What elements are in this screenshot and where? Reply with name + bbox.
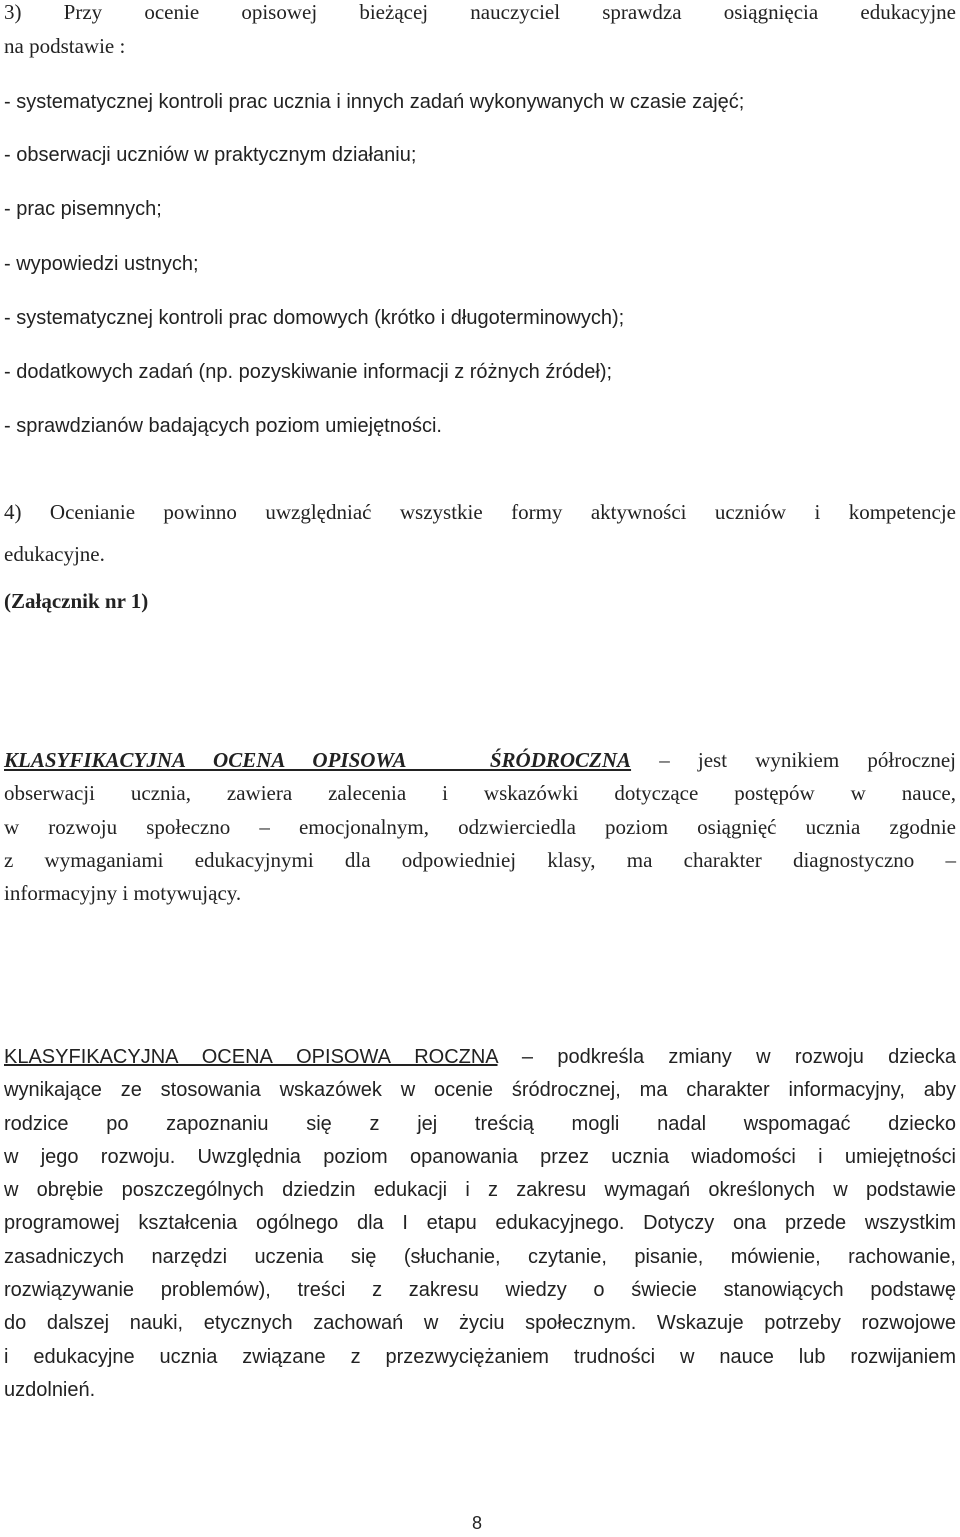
midterm-line4: z wymaganiami edukacyjnymi dla odpowiedniej klasy, ma charakter diagnostyczno – <box>4 847 956 872</box>
annual-line3: rodzice po zapoznaniu się z jej treścią mogli nadal wspomagać dziecko <box>4 1112 956 1135</box>
section4-line2: edukacyjne. <box>4 542 105 566</box>
attachment-label: (Załącznik nr 1) <box>4 589 149 613</box>
section3-intro-line2: na podstawie : <box>4 34 126 58</box>
midterm-line1-rest: – jest wynikiem półrocznej <box>631 748 956 772</box>
annual-line2: wynikające ze stosowania wskazówek w ocenie śródrocznej, ma charakter informacyjny, aby <box>4 1079 956 1102</box>
annual-line9: do dalszej nauki, etycznych zachowań w życiu społecznym. Wskazuje potrzeby rozwojowe <box>4 1312 956 1335</box>
section3-item-4: - wypowiedzi ustnych; <box>4 253 199 275</box>
annual-line7: zasadniczych narzędzi uczenia się (słuchanie, czytanie, pisanie, mówienie, rachowanie, <box>4 1245 956 1268</box>
annual-line8: rozwiązywanie problemów), treści z zakresu wiedzy o świecie stanowiących podstawę <box>4 1279 956 1302</box>
section3-item-5: - systematycznej kontroli prac domowych (krótko i długoterminowych); <box>4 307 625 329</box>
midterm-paragraph <box>4 744 956 910</box>
annual-line11: uzdolnień. <box>4 1378 96 1401</box>
annual-line4: w jego rozwoju. Uwzględnia poziom opanowania przez ucznia wiadomości i umiejętności <box>4 1145 956 1168</box>
section3-item-1: - systematycznej kontroli prac ucznia i innych zadań wykonywanych w czasie zajęć; <box>4 91 745 113</box>
annual-line6: programowej kształcenia ogólnego dla I etapu edukacyjnego. Dotyczy ona przede wszystkim <box>4 1212 956 1235</box>
annual-line5: w obrębie poszczególnych dziedzin edukacji i z zakresu wymagań określonych w podstawie <box>4 1179 956 1202</box>
midterm-heading: KLASYFIKACYJNA OCENA OPISOWA ŚRÓDROCZNA <box>4 748 632 772</box>
midterm-line1 <box>4 744 956 777</box>
section3-intro-line1: 3) Przy ocenie opisowej bieżącej nauczyciel sprawdza osiągnięcia edukacyjne <box>4 0 956 24</box>
section3-item-6: - dodatkowych zadań (np. pozyskiwanie informacji z różnych źródeł); <box>4 361 613 383</box>
annual-line1-rest: – podkreśla zmiany w rozwoju dziecka <box>497 1046 956 1068</box>
section3-item-7: - sprawdzianów badających poziom umiejętności. <box>4 415 442 437</box>
annual-line10: i edukacyjne ucznia związane z przezwyciężaniem trudności w nauce lub rozwijaniem <box>4 1345 956 1368</box>
section3-item-2: - obserwacji uczniów w praktycznym działaniu; <box>4 144 417 166</box>
section3-item-3: - prac pisemnych; <box>4 198 162 220</box>
annual-paragraph <box>4 1041 956 1407</box>
annual-heading: KLASYFIKACYJNA OCENA OPISOWA ROCZNA <box>4 1046 498 1068</box>
midterm-line2: obserwacji ucznia, zawiera zalecenia i wskazówki dotyczące postępów w nauce, <box>4 781 956 806</box>
section4-line1: 4) Ocenianie powinno uwzględniać wszystkie formy aktywności uczniów i kompetencje <box>4 500 956 524</box>
annual-line1 <box>4 1041 956 1074</box>
midterm-line3: w rozwoju społeczno – emocjonalnym, odzwierciedla poziom osiągnięć ucznia zgodnie <box>4 814 956 839</box>
midterm-line5: informacyjny i motywujący. <box>4 881 242 906</box>
page-number: 8 <box>472 1513 483 1533</box>
